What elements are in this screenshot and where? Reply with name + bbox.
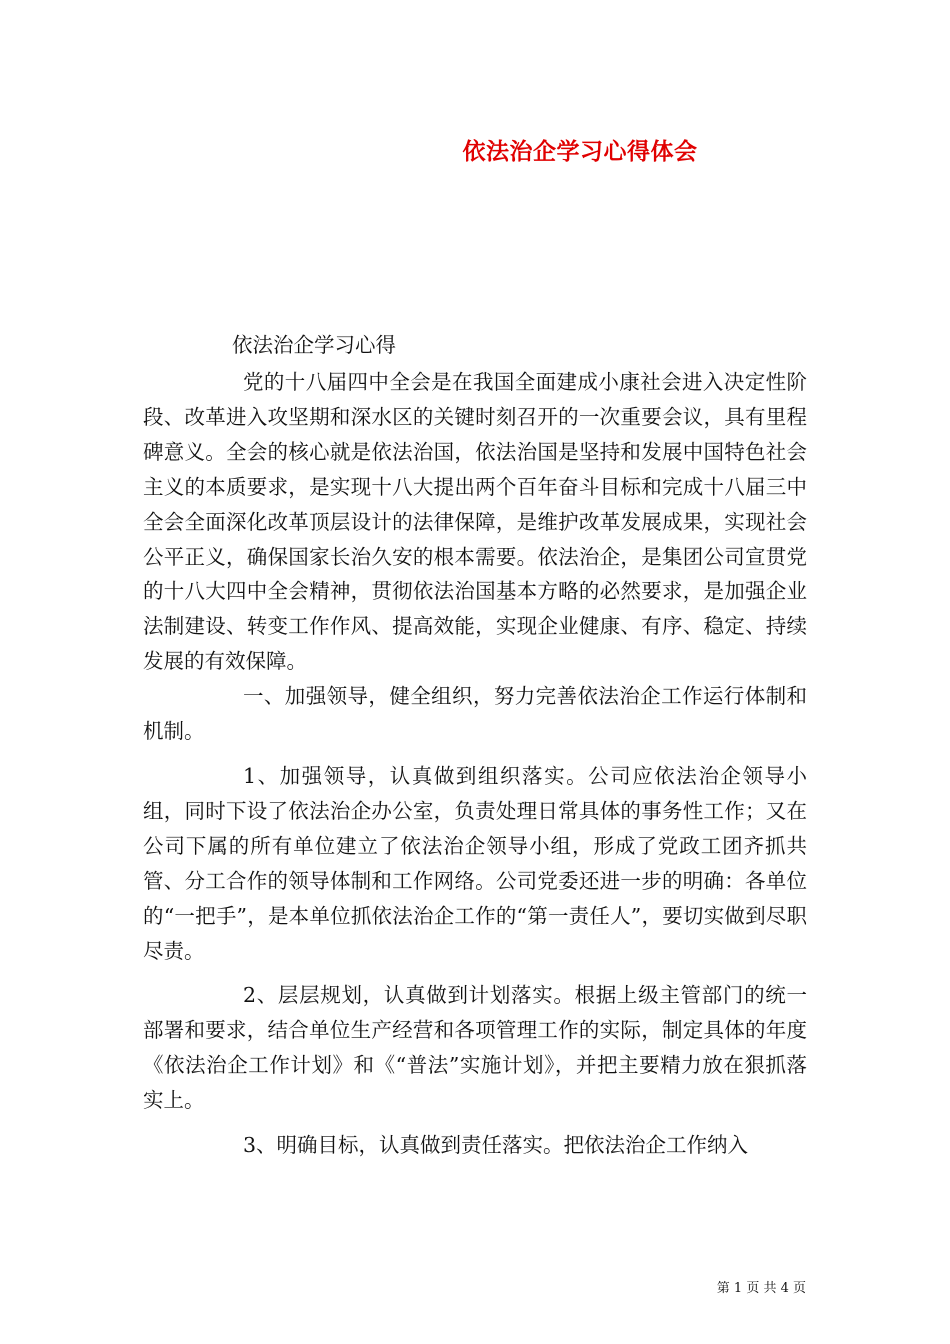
section-heading-1: 一、加强领导，健全组织，努力完善依法治企工作运行体制和机制。 (143, 684, 807, 744)
paragraph-item-3: 3、明确目标，认真做到责任落实。把依法治企工作纳入 (243, 1133, 749, 1158)
paragraph-item-2: 2、层层规划，认真做到计划落实。根据上级主管部门的统一部署和要求，结合单位生产经营和各项管理工作的实际，制定具体的年度《依法治企工作计划》和《“普法”实施计划》，并把主要精力放在狠抓落实上。 (143, 983, 807, 1113)
paragraph-intro: 党的十八届四中全会是在我国全面建成小康社会进入决定性阶段、改革进入攻坚期和深水区的关键时刻召开的一次重要会议，具有里程碑意义。全会的核心就是依法治国，依法治国是坚持和发展中国特色社会主义的本质要求，是实现十八大提出两个百年奋斗目标和完成十八届三中全会全面深化改革顶层设计的法律保障，是维护改革发展成果，实现社会公平正义，确保国家长治久安的根本需要。依法治企，是集团公司宣贯党的十八大四中全会精神，贯彻依法治国基本方略的必然要求，是加强企业法制建设、转变工作作风、提高效能，实现企业健康、有序、稳定、持续发展的有效保障。 (143, 370, 807, 674)
document-subtitle: 依法治企学习心得 (232, 333, 396, 357)
page-number: 第 1 页 共 4 页 (716, 1281, 806, 1296)
document-body (143, 365, 807, 1163)
paragraph-item-1: 1、加强领导，认真做到组织落实。公司应依法治企领导小组，同时下设了依法治企办公室，负责处理日常具体的事务性工作；又在公司下属的所有单位建立了依法治企领导小组，形成了党政工团齐抓共管、分工合作的领导体制和工作网络。公司党委还进一步的明确：各单位的“一把手”，是本单位抓依法治企工作的“第一责任人”，要切实做到尽职尽责。 (143, 763, 807, 963)
document-title: 依法治企学习心得体会 (462, 138, 698, 165)
